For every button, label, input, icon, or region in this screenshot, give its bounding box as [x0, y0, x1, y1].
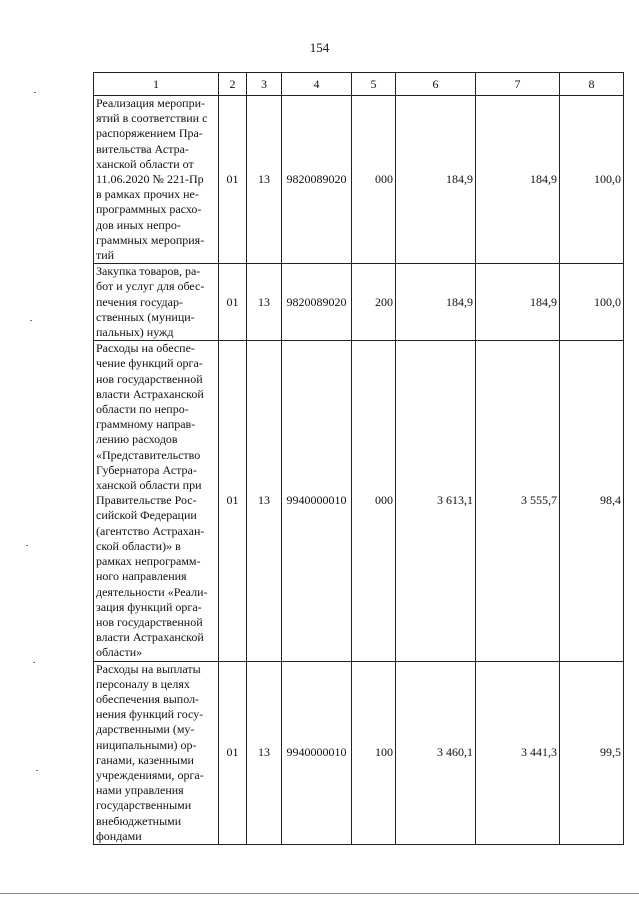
expense-name-line: Расходы на обеспе- [96, 341, 195, 356]
actual-amount-cell: 3 555,7 [476, 341, 560, 661]
expense-name-line: дарственными (му- [96, 722, 195, 737]
expense-name-line: распоряжением Пра- [96, 126, 203, 141]
header-col-4: 4 [282, 73, 352, 96]
header-col-6: 6 [396, 73, 476, 96]
header-col-2: 2 [219, 73, 247, 96]
header-col-3: 3 [247, 73, 282, 96]
expense-name-line: рамках непрограмм- [96, 554, 201, 569]
expense-name-line: области по непро- [96, 402, 189, 417]
expense-type-cell: 000 [352, 96, 396, 264]
expense-name-line: ниципальными) ор- [96, 737, 197, 752]
expense-name-line: (агентство Астрахан- [96, 523, 205, 538]
header-col-8: 8 [560, 73, 624, 96]
subsection-code-cell: 13 [247, 264, 282, 341]
header-row [94, 73, 624, 96]
expense-name-line: власти Астраханской [96, 630, 204, 645]
target-article-cell: 9820089020 [282, 264, 352, 341]
table-row [94, 96, 624, 264]
expense-name-line: обеспечения выпол- [96, 691, 200, 706]
expense-name-line: области» [96, 645, 143, 660]
planned-amount-cell: 3 613,1 [396, 341, 476, 661]
scan-edge-line [0, 893, 639, 894]
expense-name-line: власти Астраханской [96, 386, 204, 401]
planned-amount-cell: 184,9 [396, 96, 476, 264]
scan-speck [30, 320, 32, 321]
expense-name-line: Реализация меропри- [96, 96, 206, 110]
expense-name-line: печения государ- [96, 294, 183, 309]
expense-name-cell [94, 96, 219, 264]
target-article-cell: 9940000010 [282, 341, 352, 661]
expense-name-line: граммному направ- [96, 417, 196, 432]
scan-speck [26, 545, 28, 546]
expense-name-line: Правительстве Рос- [96, 493, 197, 508]
section-code-cell: 01 [219, 661, 247, 844]
expense-name-cell [94, 341, 219, 661]
section-code-cell: 01 [219, 96, 247, 264]
scan-speck [36, 770, 38, 771]
subsection-code-cell: 13 [247, 661, 282, 844]
expense-name-line: Губернатора Астра- [96, 462, 197, 477]
expense-name-line: сийской Федерации [96, 508, 197, 523]
expense-name-line: «Представительство [96, 447, 201, 462]
expense-name-line: нов государственной [96, 614, 203, 629]
budget-table [93, 72, 624, 845]
section-code-cell: 01 [219, 264, 247, 341]
execution-percent-cell: 100,0 [560, 96, 624, 264]
scan-speck [33, 662, 35, 663]
expense-name-line: ханской области от [96, 156, 194, 171]
table-row [94, 341, 624, 661]
expense-name-line: пальных) нужд [96, 325, 174, 340]
actual-amount-cell: 184,9 [476, 96, 560, 264]
expense-name-line: лению расходов [96, 432, 178, 447]
target-article-cell: 9940000010 [282, 661, 352, 844]
header-col-5: 5 [352, 73, 396, 96]
expense-name-line: бот и услуг для обес- [96, 279, 205, 294]
expense-name-line: нами управления [96, 783, 184, 798]
scan-speck [34, 92, 36, 93]
expense-name-cell [94, 661, 219, 844]
expense-name-line: ханской области при [96, 478, 202, 493]
expense-name-line: дов иных непро- [96, 217, 181, 232]
expense-name-line: нения функций госу- [96, 707, 204, 722]
table-row [94, 264, 624, 341]
expense-name-line: ного направления [96, 569, 187, 584]
expense-name-line: учреждениями, орга- [96, 767, 204, 782]
planned-amount-cell: 3 460,1 [396, 661, 476, 844]
table-row [94, 661, 624, 844]
execution-percent-cell: 100,0 [560, 264, 624, 341]
expense-name-line: граммных мероприя- [96, 232, 205, 247]
planned-amount-cell: 184,9 [396, 264, 476, 341]
page-number: 154 [309, 40, 330, 55]
expense-name-line: зация функций орга- [96, 599, 202, 614]
subsection-code-cell: 13 [247, 96, 282, 264]
expense-name-line: программных расхо- [96, 202, 202, 217]
actual-amount-cell: 3 441,3 [476, 661, 560, 844]
expense-name-line: ганами, казенными [96, 752, 194, 767]
expense-name-line: ской области)» в [96, 538, 181, 553]
target-article-cell: 9820089020 [282, 96, 352, 264]
expense-type-cell: 200 [352, 264, 396, 341]
actual-amount-cell: 184,9 [476, 264, 560, 341]
expense-name-line: внебюджетными [96, 813, 182, 828]
expense-name-line: Закупка товаров, ра- [96, 264, 201, 279]
expense-type-cell: 000 [352, 341, 396, 661]
expense-name-cell [94, 264, 219, 341]
expense-name-line: 11.06.2020 № 221-Пр [96, 172, 204, 187]
header-col-7: 7 [476, 73, 560, 96]
section-code-cell: 01 [219, 341, 247, 661]
expense-name-line: фондами [96, 828, 142, 843]
subsection-code-cell: 13 [247, 341, 282, 661]
expense-name-line: государственными [96, 798, 192, 813]
expense-name-line: деятельности «Реали- [96, 584, 208, 599]
expense-name-line: тий [96, 248, 115, 263]
expense-name-line: персоналу в целях [96, 676, 190, 691]
expense-name-line: нов государственной [96, 371, 203, 386]
expense-name-line: вительства Астра- [96, 141, 189, 156]
execution-percent-cell: 98,4 [560, 341, 624, 661]
expense-name-line: Расходы на выплаты [96, 661, 201, 676]
expense-name-line: чение функций орга- [96, 356, 203, 371]
expense-name-line: в рамках прочих не- [96, 187, 199, 202]
expense-name-line: ятий в соответствии с [96, 111, 208, 126]
expense-name-line: ственных (муници- [96, 309, 195, 324]
header-col-1: 1 [94, 73, 219, 96]
expense-type-cell: 100 [352, 661, 396, 844]
execution-percent-cell: 99,5 [560, 661, 624, 844]
